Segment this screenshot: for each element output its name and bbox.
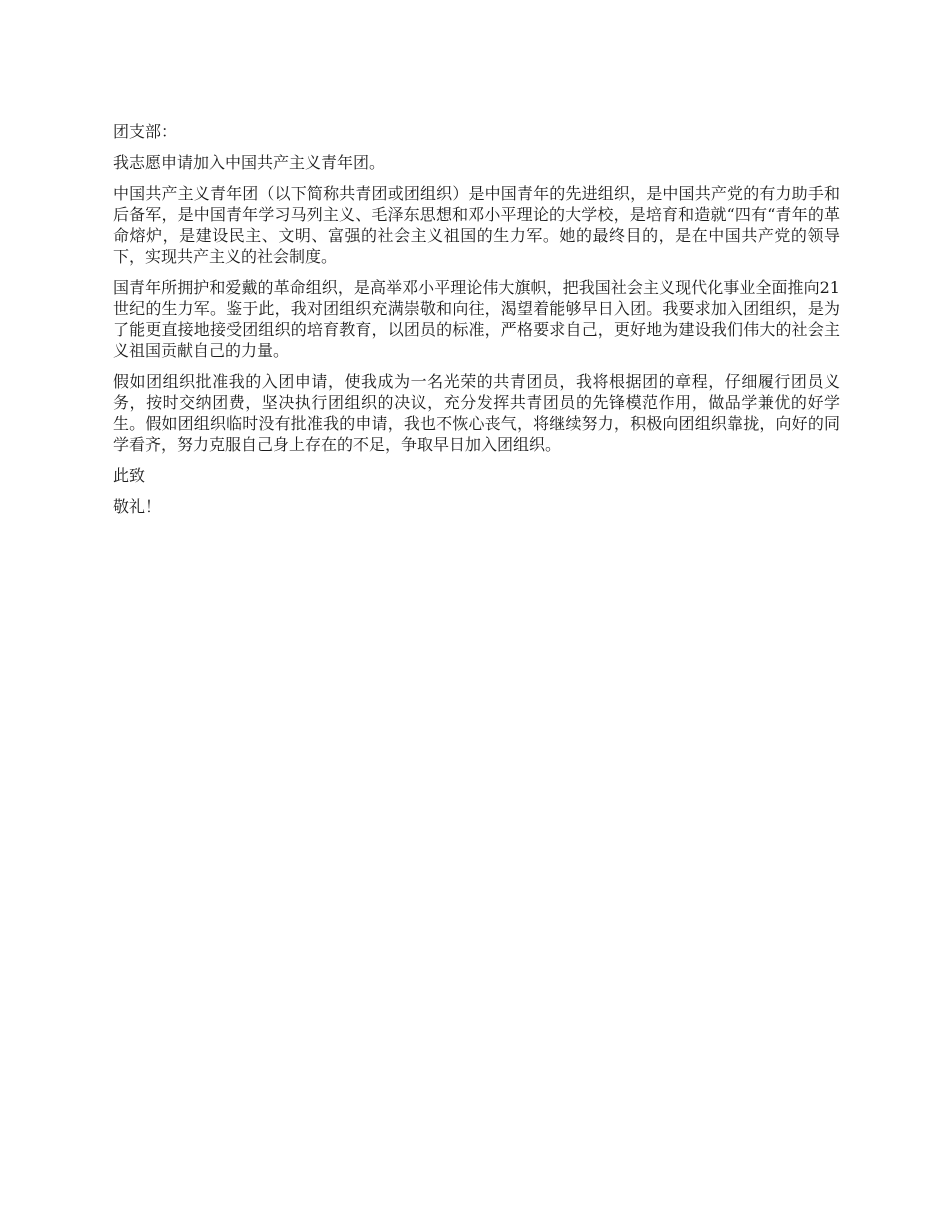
salutation: 团支部： xyxy=(113,122,178,141)
paragraph-intent: 我志愿申请加入中国共产主义青年团。 xyxy=(113,153,386,172)
paragraph-about-league: 中国共产主义青年团（以下简称共青团或团组织）是中国青年的先进组织，是中国共产党的有力助手和后备军，是中国青年学习马列主义、毛泽东思想和邓小平理论的大学校，是培育和造就“四有“青年的革命熔炉，是建设民主、文明、富强的社会主义祖国的生力军。她的最终目的，是在中国共产党的领导下，实现共产主义的社会制度。 xyxy=(113,184,840,266)
closing-salute: 敬礼！ xyxy=(113,497,162,516)
paragraph-motivation: 国青年所拥护和爱戴的革命组织，是高举邓小平理论伟大旗帜，把我国社会主义现代化事业全面推向21世纪的生力军。鉴于此，我对团组织充满崇敬和向往，渴望着能够早日入团。我要求加入团组织，是为了能更直接地接受团组织的培育教育，以团员的标准，严格要求自己，更好地为建设我们伟大的社会主义祖国贡献自己的力量。 xyxy=(113,278,840,360)
paragraph-commitment: 假如团组织批准我的入团申请，使我成为一名光荣的共青团员，我将根据团的章程，仔细履行团员义务，按时交纳团费，坚决执行团组织的决议，充分发挥共青团员的先锋模范作用，做品学兼优的好学生。假如团组织临时没有批准我的申请，我也不恢心丧气，将继续努力，积极向团组织靠拢，向好的同学看齐，努力克服自己身上存在的不足，争取早日加入团组织。 xyxy=(113,372,840,454)
letter-body xyxy=(113,121,840,527)
closing-greeting: 此致 xyxy=(113,466,146,485)
